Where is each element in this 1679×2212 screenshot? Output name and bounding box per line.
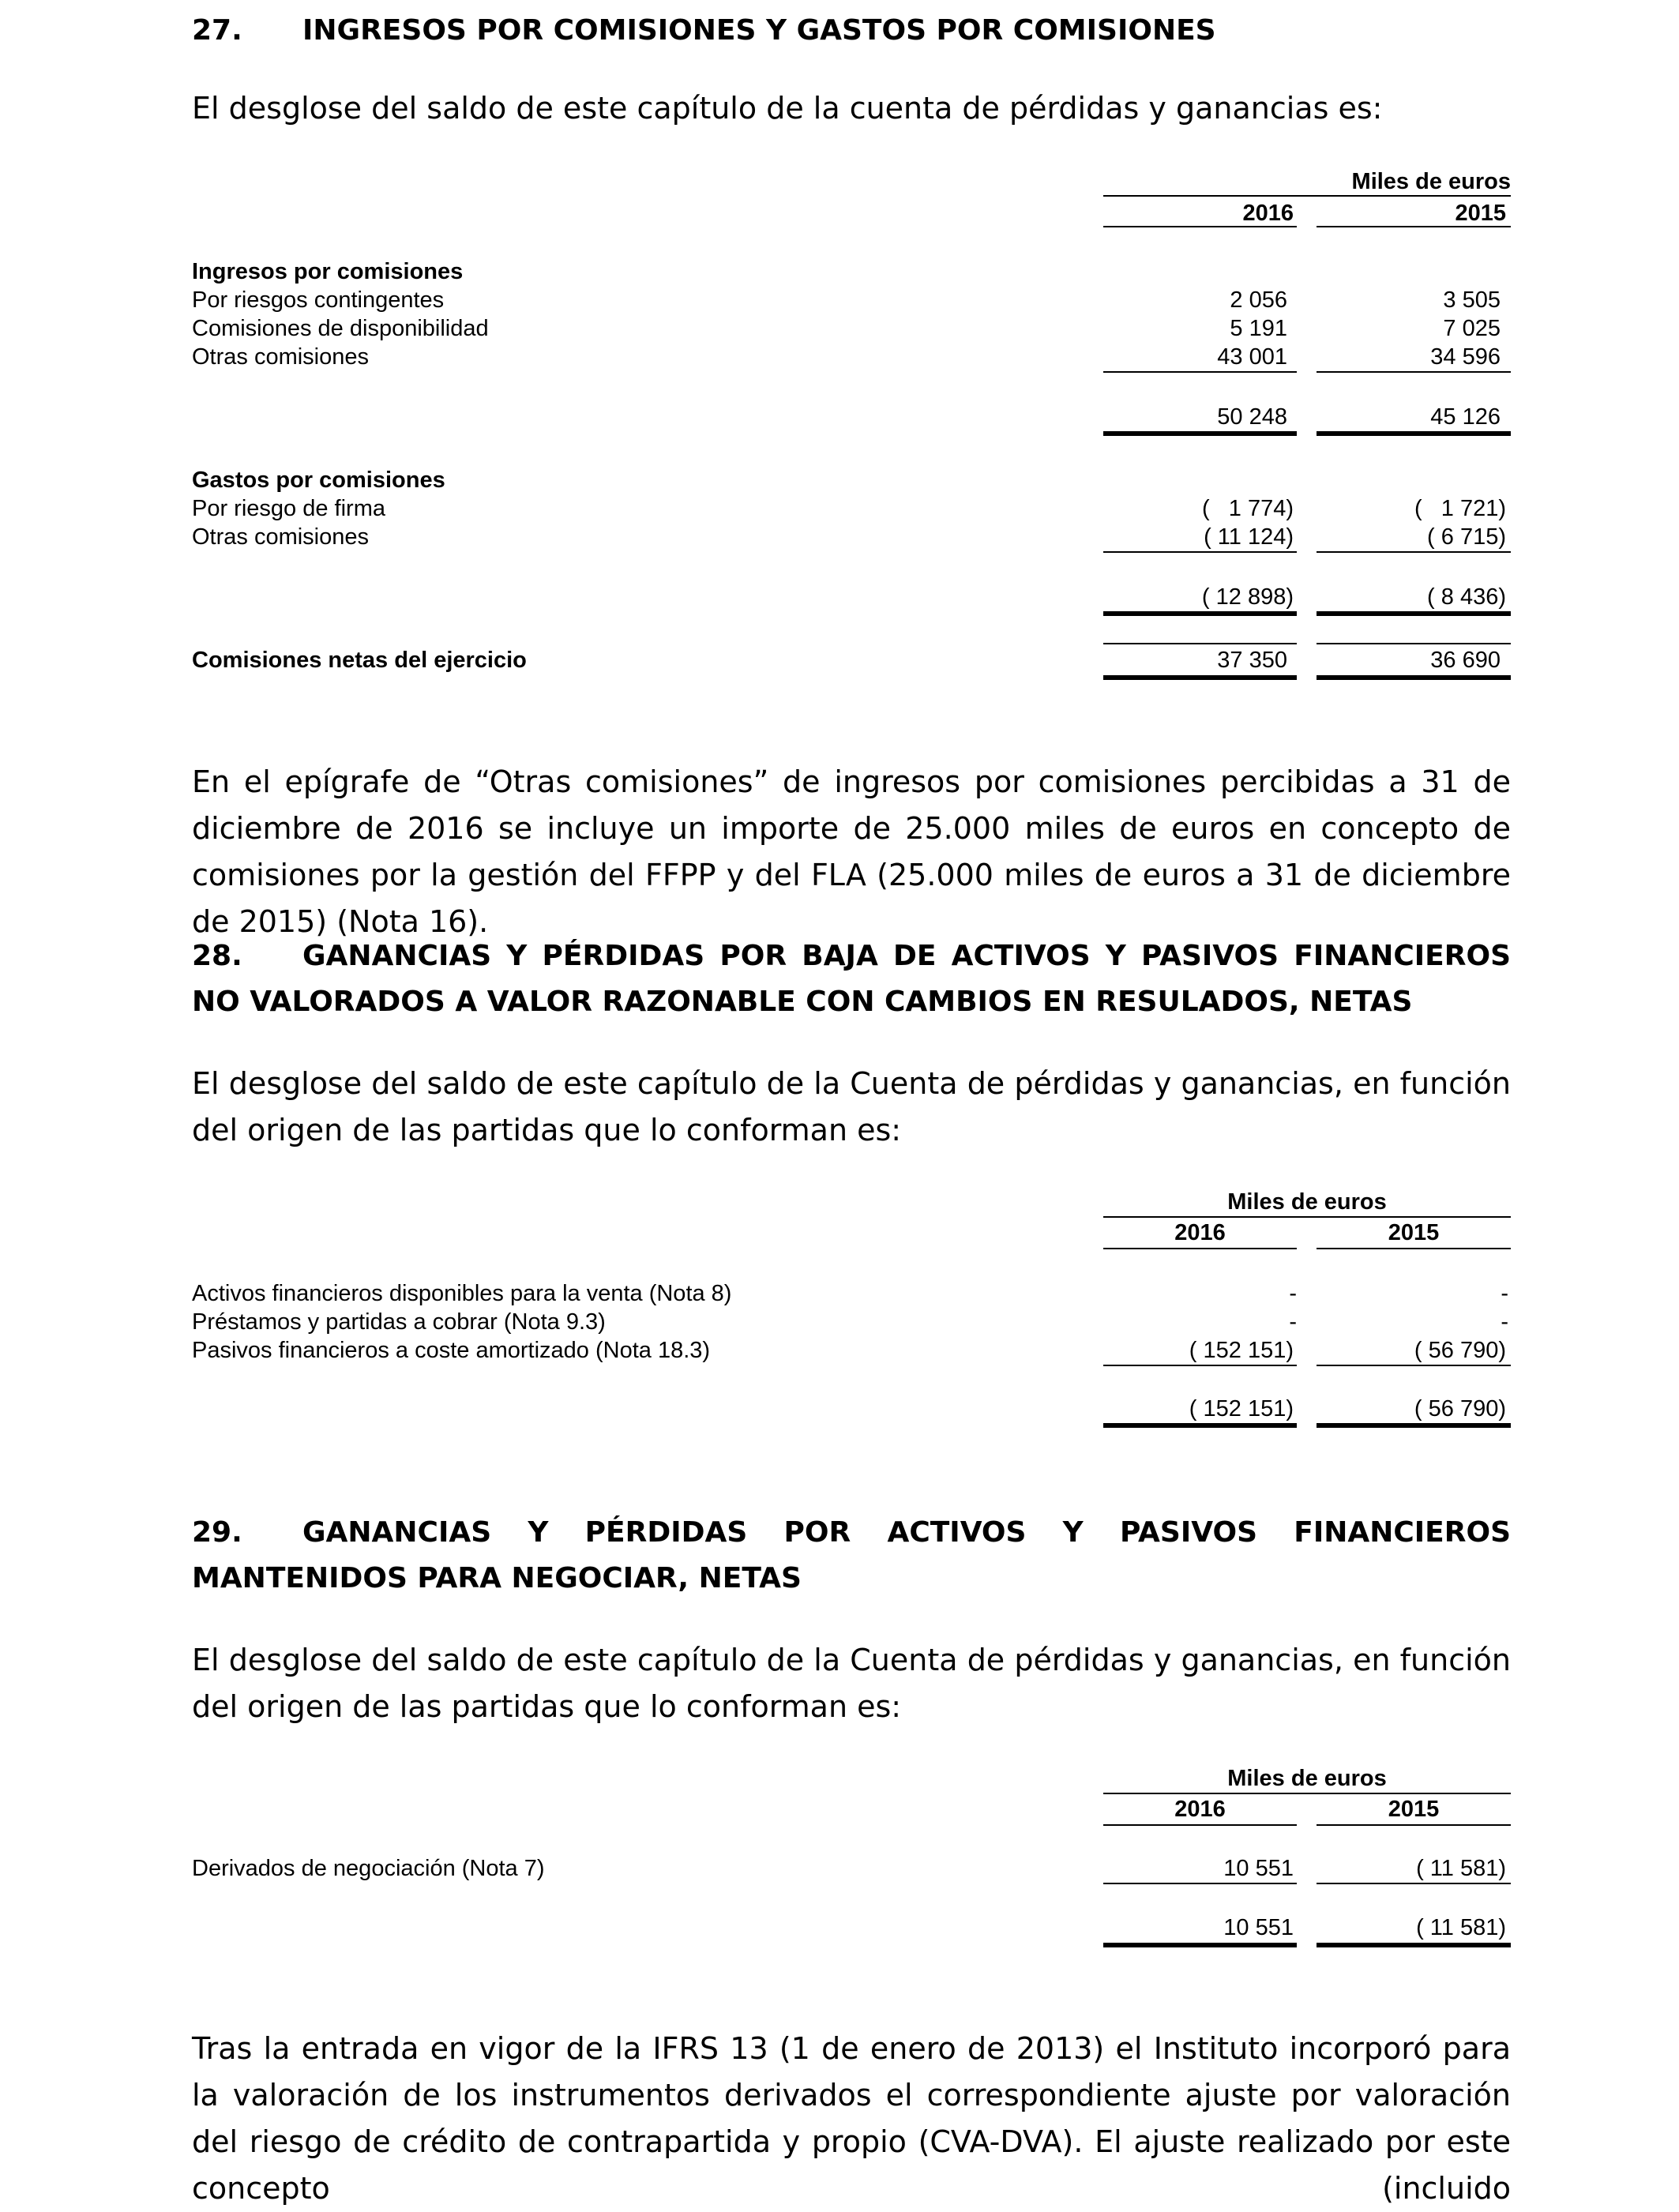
gastos-heading: Gastos por comisiones — [192, 468, 445, 493]
unit-label: Miles de euros — [1227, 1766, 1387, 1791]
ingresos-heading: Ingresos por comisiones — [192, 259, 464, 284]
ingresos-total-2016: 50 248 — [1217, 404, 1287, 430]
column-header-2015: 2015 — [1388, 1220, 1440, 1245]
header-underline-2015 — [1317, 1248, 1511, 1249]
cell-2015: ( 11 581) — [1416, 1856, 1506, 1881]
cell-2016: 2 056 — [1230, 287, 1287, 313]
row-label: Otras comisiones — [192, 344, 370, 370]
cell-2016: - — [1289, 1281, 1297, 1306]
total-2015: ( 11 581) — [1416, 1915, 1506, 1940]
row-label: Derivados de negociación (Nota 7) — [192, 1856, 545, 1881]
row-label: Activos financieros disponibles para la venta (Nota 8) — [192, 1281, 732, 1306]
header-rule — [1103, 1216, 1511, 1218]
header-rule — [1103, 1793, 1511, 1794]
gastos-total-2016: ( 12 898) — [1201, 584, 1294, 610]
section-29-note: Tras la entrada en vigor de la IFRS 13 (1 de enero de 2013) el Instituto incorporó para la valoración de los instrumentos derivados el correspondiente ajuste por valoración del riesgo de crédito de contrapartida y propio (CVA-DVA). El ajuste realizado por este concepto (incluido — [192, 2031, 1511, 2206]
section-27-heading — [192, 8, 1511, 54]
subtotal-rule-2015 — [1317, 371, 1511, 373]
net-top-rule-2016 — [1103, 643, 1297, 644]
ingresos-total-2015: 45 126 — [1430, 404, 1501, 430]
cell-2016: 10 551 — [1223, 1856, 1294, 1881]
section-28-intro: El desglose del saldo de este capítulo de la Cuenta de pérdidas y ganancias, en función del origen de las partidas que lo conforman es: — [192, 1066, 1511, 1147]
column-header-2016: 2016 — [1174, 1220, 1226, 1245]
cell-2015: - — [1501, 1281, 1508, 1306]
section-28-heading — [192, 933, 1511, 1025]
header-underline-2016 — [1103, 1248, 1297, 1249]
total-double-rule-2015 — [1317, 1943, 1511, 1947]
column-header-2015: 2015 — [1455, 201, 1506, 226]
cell-2016: ( 1 774) — [1201, 496, 1294, 521]
row-label: Pasivos financieros a coste amortizado (Nota 18.3) — [192, 1338, 711, 1363]
header-underline-2015 — [1317, 1824, 1511, 1826]
header-underline-2016 — [1103, 1824, 1297, 1826]
section-title: GANANCIAS Y PÉRDIDAS POR ACTIVOS Y PASIVOS FINANCIEROS MANTENIDOS PARA NEGOCIAR, NETAS — [192, 1516, 1511, 1594]
section-27-intro: El desglose del saldo de este capítulo de la cuenta de pérdidas y ganancias es: — [192, 91, 1383, 126]
cell-2015: 34 596 — [1430, 344, 1501, 370]
row-label: Por riesgo de firma — [192, 496, 385, 521]
subtotal-rule-2015 — [1317, 1883, 1511, 1884]
subtotal-rule-2015 — [1317, 1365, 1511, 1366]
cell-2015: 7 025 — [1443, 316, 1501, 341]
header-underline-2015 — [1317, 226, 1511, 227]
net-2015: 36 690 — [1430, 648, 1501, 673]
cell-2015: 3 505 — [1443, 287, 1501, 313]
column-header-2016: 2016 — [1242, 201, 1294, 226]
cell-2015: ( 56 790) — [1414, 1338, 1506, 1363]
total-double-rule-2016 — [1103, 1943, 1297, 1947]
subtotal-rule-2016 — [1103, 551, 1297, 553]
cell-2016: 5 191 — [1230, 316, 1287, 341]
section-number: 27. — [192, 14, 242, 47]
net-2016: 37 350 — [1217, 648, 1287, 673]
total-2016: 10 551 — [1223, 1915, 1294, 1940]
header-underline-2016 — [1103, 226, 1297, 227]
cell-2016: ( 11 124) — [1204, 524, 1294, 550]
section-number: 28. — [192, 940, 242, 972]
subtotal-rule-2016 — [1103, 1883, 1297, 1884]
row-label: Préstamos y partidas a cobrar (Nota 9.3) — [192, 1309, 606, 1335]
total-double-rule-2016 — [1103, 431, 1297, 436]
cell-2016: 43 001 — [1217, 344, 1287, 370]
subtotal-rule-2016 — [1103, 371, 1297, 373]
section-title: GANANCIAS Y PÉRDIDAS POR BAJA DE ACTIVOS Y PASIVOS FINANCIEROS NO VALORADOS A VALOR RAZONABLE CON CAMBIOS EN RESULADOS, NETAS — [192, 940, 1511, 1018]
subtotal-rule-2015 — [1317, 551, 1511, 553]
total-double-rule-2015 — [1317, 431, 1511, 436]
cell-2015: ( 6 715) — [1427, 524, 1506, 550]
total-2016: ( 152 151) — [1189, 1396, 1294, 1421]
row-label: Por riesgos contingentes — [192, 287, 445, 313]
cell-2015: ( 1 721) — [1414, 496, 1506, 521]
net-label: Comisiones netas del ejercicio — [192, 648, 527, 673]
column-header-2016: 2016 — [1174, 1797, 1226, 1822]
net-double-rule-2016 — [1103, 675, 1297, 680]
section-number: 29. — [192, 1516, 242, 1549]
unit-label: Miles de euros — [1227, 1189, 1387, 1215]
subtotal-rule-2016 — [1103, 1365, 1297, 1366]
total-double-rule-2015 — [1317, 1423, 1511, 1428]
total-double-rule-2015 — [1317, 611, 1511, 616]
cell-2016: - — [1289, 1309, 1297, 1335]
column-header-2015: 2015 — [1388, 1797, 1440, 1822]
net-double-rule-2015 — [1317, 675, 1511, 680]
total-double-rule-2016 — [1103, 1423, 1297, 1428]
section-29-intro: El desglose del saldo de este capítulo de la Cuenta de pérdidas y ganancias, en función del origen de las partidas que lo conforman es: — [192, 1643, 1511, 1724]
cell-2016: ( 152 151) — [1189, 1338, 1294, 1363]
total-double-rule-2016 — [1103, 611, 1297, 616]
unit-label: Miles de euros — [1351, 169, 1511, 194]
section-27-note: En el epígrafe de “Otras comisiones” de ingresos por comisiones percibidas a 31 de diciembre de 2016 se incluye un importe de 25.000 miles de euros en concepto de comisiones por la gestión del FFPP y del FLA (25.000 miles de euros a 31 de diciembre de 2015) (Nota 16). — [192, 764, 1511, 939]
header-rule — [1103, 195, 1511, 197]
total-2015: ( 56 790) — [1414, 1396, 1506, 1421]
row-label: Comisiones de disponibilidad — [192, 316, 489, 341]
section-title: INGRESOS POR COMISIONES Y GASTOS POR COMISIONES — [302, 14, 1216, 47]
cell-2015: - — [1501, 1309, 1508, 1335]
row-label: Otras comisiones — [192, 524, 370, 550]
gastos-total-2015: ( 8 436) — [1427, 584, 1506, 610]
section-29-heading — [192, 1510, 1511, 1602]
net-top-rule-2015 — [1317, 643, 1511, 644]
